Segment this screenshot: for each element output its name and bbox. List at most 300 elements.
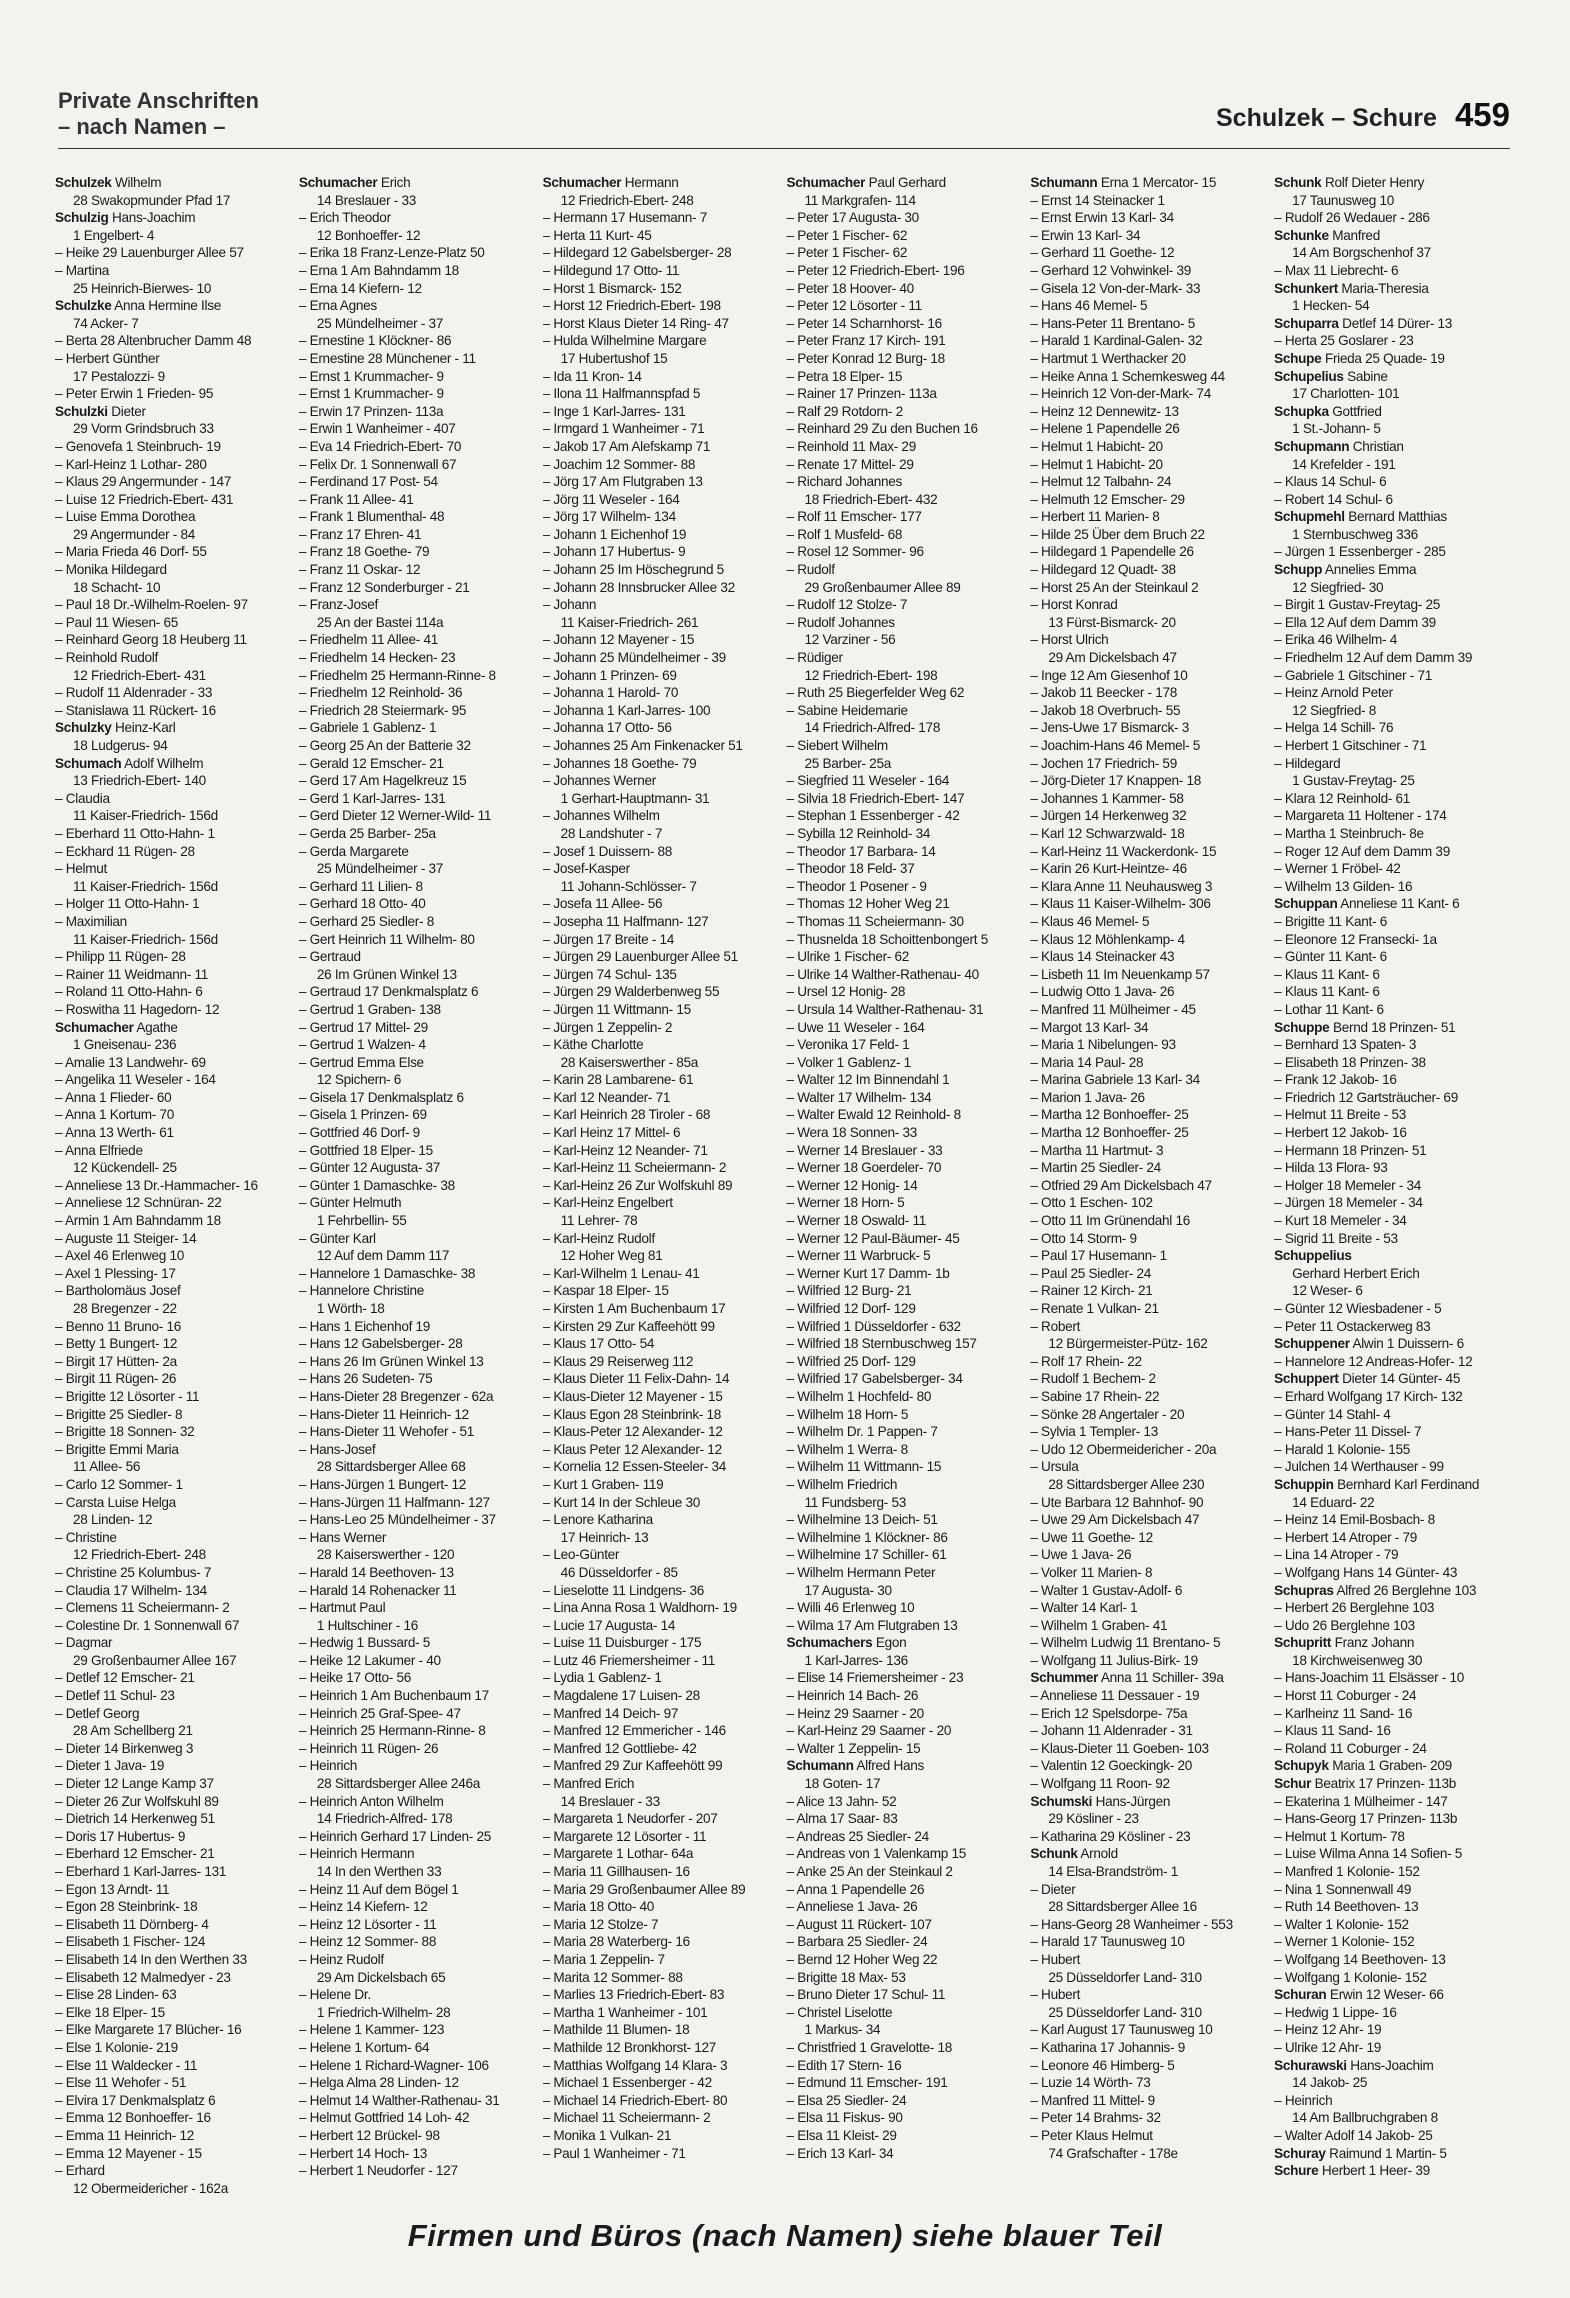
entry-text: – Walter 1 Zeppelin- 15 <box>786 1740 921 1756</box>
entry-text: – Frank 12 Jakob- 16 <box>1274 1072 1397 1088</box>
entry-text: 1 Gneisenau- 236 <box>73 1037 177 1053</box>
entry-text: – Lina 14 Atroper - 79 <box>1274 1547 1399 1563</box>
entry-text: – Wilhelm Dr. 1 Pappen- 7 <box>786 1424 938 1440</box>
directory-entry <box>55 1546 291 1564</box>
directory-entry <box>299 825 535 843</box>
entry-text: – Horst 25 An der Steinkaul 2 <box>1030 579 1199 595</box>
directory-entry <box>1030 2074 1266 2092</box>
entry-text: – Harald 14 Beethoven- 13 <box>298 1564 454 1580</box>
entry-text: – Anneliese 13 Dr.-Hammacher- 16 <box>55 1177 258 1193</box>
entry-text: – Hans-Peter 11 Brentano- 5 <box>1030 315 1196 331</box>
entry-text: – Günter 1 Damaschke- 38 <box>298 1177 455 1193</box>
directory-entry <box>299 1951 535 1969</box>
directory-entry <box>55 2057 291 2075</box>
directory-entry <box>1274 2039 1510 2057</box>
entry-text: – Wilfried 1 Düsseldorfer - 632 <box>786 1318 961 1334</box>
entry-text: – Wilfried 17 Gabelsberger- 34 <box>786 1371 963 1387</box>
entry-text: – Margareta 11 Holtener - 174 <box>1274 808 1447 824</box>
entry-text: – Gerda Margarete <box>298 843 409 859</box>
entry-text: – Petra 18 Elper- 15 <box>786 368 903 384</box>
entry-text: Adolf Wilhelm <box>124 755 204 771</box>
entry-text: – Johann 28 Innsbrucker Allee 32 <box>542 579 735 595</box>
directory-entry <box>543 1476 779 1494</box>
entry-text: 12 Siegfried- 30 <box>1292 579 1384 595</box>
entry-text: – Jochen 17 Friedrich- 59 <box>1030 755 1177 771</box>
directory-entry <box>299 1793 535 1811</box>
directory-entry <box>299 1353 535 1371</box>
entry-text: – Claudia <box>55 790 110 806</box>
entry-text: – Ilona 11 Halfmannspfad 5 <box>542 386 701 402</box>
entry-text: – Josef 1 Duissern- 88 <box>542 843 673 859</box>
directory-entry <box>1030 1793 1266 1811</box>
directory-entry <box>786 438 1022 456</box>
entry-text: – Heinz 12 Dennewitz- 13 <box>1030 403 1179 419</box>
directory-entry <box>1274 2162 1510 2180</box>
entry-text: – Erich 12 Spelsdorpe- 75a <box>1030 1705 1188 1721</box>
entry-text: 17 Heinrich- 13 <box>560 1529 649 1545</box>
entry-text: – Gottfried 18 Elper- 15 <box>298 1142 433 1158</box>
entry-text: – Günter Karl <box>298 1230 376 1246</box>
entry-text: Hans-Jürgen <box>1095 1793 1171 1809</box>
directory-entry <box>299 2162 535 2180</box>
directory-entry <box>786 983 1022 1001</box>
directory-entry <box>786 473 1022 491</box>
directory-entry <box>55 614 291 632</box>
entry-text: – Dagmar <box>55 1635 113 1651</box>
directory-entry <box>299 631 535 649</box>
entry-text: – Helmut 1 Habicht- 20 <box>1030 456 1163 472</box>
entry-text: – Klaus 14 Schul- 6 <box>1274 474 1387 490</box>
directory-entry <box>299 1687 535 1705</box>
directory-entry <box>55 1212 291 1230</box>
entry-text: – Marita 12 Sommer- 88 <box>542 1969 683 1985</box>
directory-entry <box>543 561 779 579</box>
entry-text: – Klara Anne 11 Neuhausweg 3 <box>1030 878 1213 894</box>
entry-text: 25 An der Bastei 114a <box>316 614 444 630</box>
entry-text: 28 Sittardsberger Allee 68 <box>316 1459 466 1475</box>
entry-text: – Dieter 26 Zur Wolfskuhl 89 <box>55 1793 219 1809</box>
entry-text: – Luise Wilma Anna 14 Sofien- 5 <box>1274 1846 1463 1862</box>
surname-heading: Schumann <box>1030 175 1098 190</box>
entry-text: 25 Heinrich-Bierwes- 10 <box>73 280 212 296</box>
entry-text: – Heinz Rudolf <box>298 1951 384 1967</box>
directory-entry <box>1274 1194 1510 1212</box>
directory-entry <box>299 209 535 227</box>
directory-entry <box>543 385 779 403</box>
entry-text: – Peter 1 Fischer- 62 <box>786 245 908 261</box>
entry-text: – Maria 11 Gillhausen- 16 <box>542 1864 690 1879</box>
entry-text: – Horst 11 Coburger - 24 <box>1274 1688 1417 1704</box>
entry-text: – Joachim-Hans 46 Memel- 5 <box>1030 738 1201 753</box>
directory-entry <box>1030 772 1266 790</box>
directory-entry <box>299 1529 535 1547</box>
entry-text: – Jakob 18 Overbruch- 55 <box>1030 702 1181 718</box>
entry-text: – Elisabeth 12 Malmedyer - 23 <box>55 1969 231 1985</box>
entry-text: – Margareta 1 Neudorfer - 207 <box>542 1811 718 1827</box>
directory-entry <box>1030 350 1266 368</box>
entry-text: – Anneliese 11 Dessauer - 19 <box>1030 1688 1200 1704</box>
directory-entry <box>299 315 535 333</box>
entry-text: – Michael 11 Scheiermann- 2 <box>542 2110 711 2126</box>
entry-text: 25 Mündelheimer - 37 <box>316 315 444 331</box>
section-title-line1: Private Anschriften <box>58 88 259 113</box>
directory-entry <box>543 1881 779 1899</box>
entry-text: – Reinhold 11 Max- 29 <box>786 438 916 454</box>
directory-entry <box>55 1089 291 1107</box>
entry-text: – Gisela 17 Denkmalsplatz 6 <box>298 1089 464 1105</box>
directory-entry <box>299 1494 535 1512</box>
entry-text: – Klaus 11 Sand- 16 <box>1274 1723 1391 1739</box>
directory-entry <box>55 667 291 685</box>
directory-entry <box>55 1370 291 1388</box>
directory-entry <box>1030 1705 1266 1723</box>
directory-entry <box>299 438 535 456</box>
entry-text: 17 Charlotten- 101 <box>1292 386 1400 402</box>
entry-text: – Werner 1 Kolonie- 152 <box>1274 1934 1415 1950</box>
entry-text: – Johann 12 Mayener - 15 <box>542 632 695 648</box>
entry-text: – Karl-Heinz 11 Wackerdonk- 15 <box>1030 843 1217 859</box>
directory-entry <box>786 1124 1022 1142</box>
entry-text: – Egon 28 Steinbrink- 18 <box>55 1899 198 1915</box>
directory-entry <box>786 1019 1022 1037</box>
directory-entry <box>1274 1705 1510 1723</box>
directory-entry <box>543 526 779 544</box>
entry-text: – Walter 17 Wilhelm- 134 <box>786 1089 932 1105</box>
directory-entry <box>1274 1124 1510 1142</box>
entry-text: – Martha 11 Hartmut- 3 <box>1030 1142 1164 1158</box>
entry-text: – Thusnelda 18 Schoittenbongert 5 <box>786 931 988 947</box>
entry-text: – Wilhelm 13 Gilden- 16 <box>1274 878 1413 894</box>
entry-text: – Friedrich 12 Gartsträucher- 69 <box>1274 1089 1458 1105</box>
directory-entry <box>1030 1740 1266 1758</box>
directory-entry <box>543 368 779 386</box>
entry-text: – Herbert 26 Berglehne 103 <box>1274 1600 1435 1616</box>
directory-entry <box>1274 2109 1510 2127</box>
directory-entry <box>299 1863 535 1881</box>
entry-text: – Dieter <box>1030 1881 1076 1897</box>
entry-text: – Wilhelm 11 Wittmann- 15 <box>786 1459 942 1475</box>
entry-text: – Josefa 11 Allee- 56 <box>542 896 663 912</box>
entry-text: – Richard Johannes <box>786 474 902 490</box>
directory-entry <box>299 878 535 896</box>
entry-text: – Uwe 11 Weseler - 164 <box>786 1019 925 1035</box>
directory-entry <box>786 1705 1022 1723</box>
directory-entry <box>1030 1494 1266 1512</box>
surname-heading: Schumacher <box>786 175 866 190</box>
entry-text: 14 Jakob- 25 <box>1292 2075 1368 2091</box>
directory-entry <box>299 667 535 685</box>
directory-entry <box>299 1775 535 1793</box>
directory-entry <box>299 684 535 702</box>
directory-entry <box>1030 807 1266 825</box>
entry-text: 12 Auf dem Damm 117 <box>316 1248 450 1264</box>
entry-text: 1 Friedrich-Wilhelm- 28 <box>316 2004 451 2020</box>
entry-text: – Heinz 29 Saarner - 20 <box>786 1705 924 1721</box>
entry-text: 46 Düsseldorfer - 85 <box>560 1564 678 1580</box>
entry-text: – Thomas 11 Scheiermann- 30 <box>786 913 964 929</box>
directory-entry <box>543 1564 779 1582</box>
directory-entry <box>786 1247 1022 1265</box>
directory-entry <box>1030 895 1266 913</box>
entry-text: – Gerd Dieter 12 Werner-Wild- 11 <box>298 808 492 824</box>
directory-entry <box>1030 1335 1266 1353</box>
directory-entry <box>299 1810 535 1828</box>
directory-entry <box>786 508 1022 526</box>
entry-text: – Silvia 18 Friedrich-Ebert- 147 <box>786 790 965 806</box>
directory-entry <box>543 1969 779 1987</box>
directory-entry <box>299 174 535 192</box>
entry-text: 14 Breslauer - 33 <box>560 1793 660 1809</box>
entry-text: – Gisela 1 Prinzen- 69 <box>298 1107 427 1123</box>
directory-entry <box>1274 614 1510 632</box>
entry-text: – Georg 25 An der Batterie 32 <box>298 738 471 753</box>
directory-entry <box>1274 1951 1510 1969</box>
entry-text: Paul Gerhard <box>868 175 946 190</box>
entry-text: – Dieter 1 Java- 19 <box>55 1758 165 1774</box>
entry-text: – Helmut 14 Walther-Rathenau- 31 <box>298 2092 500 2108</box>
directory-entry <box>299 983 535 1001</box>
directory-entry <box>55 262 291 280</box>
entry-text: – Helmut 1 Habicht- 20 <box>1030 438 1163 454</box>
entry-text: Sabine <box>1347 368 1388 384</box>
entry-text: – Wilhelm 18 Horn- 5 <box>786 1406 909 1422</box>
directory-entry <box>786 1476 1022 1494</box>
directory-entry <box>1274 244 1510 262</box>
directory-entry <box>1030 983 1266 1001</box>
directory-entry <box>1030 1177 1266 1195</box>
entry-text: – Valentin 12 Goeckingk- 20 <box>1030 1758 1192 1774</box>
entry-text: – Walter 14 Karl- 1 <box>1030 1600 1138 1616</box>
directory-entry <box>543 1388 779 1406</box>
directory-entry <box>1274 403 1510 421</box>
directory-entry <box>786 684 1022 702</box>
surname-heading: Schupmehl <box>1274 509 1345 525</box>
directory-entry <box>299 755 535 773</box>
directory-entry <box>299 772 535 790</box>
directory-entry <box>786 1388 1022 1406</box>
surname-heading: Schummer <box>1030 1670 1099 1686</box>
entry-text: – Erika 46 Wilhelm- 4 <box>1274 632 1398 648</box>
directory-entry <box>299 913 535 931</box>
entry-text: 14 Am Borgschenhof 37 <box>1292 245 1431 261</box>
directory-entry <box>543 420 779 438</box>
entry-text: – Heinrich Hermann <box>298 1846 415 1862</box>
directory-entry <box>55 1476 291 1494</box>
entry-text: – Otfried 29 Am Dickelsbach 47 <box>1030 1177 1212 1193</box>
directory-entry <box>55 315 291 333</box>
directory-entry <box>786 807 1022 825</box>
directory-entry <box>299 1388 535 1406</box>
directory-entry <box>1030 1757 1266 1775</box>
entry-text: – Anneliese 1 Java- 26 <box>786 1899 918 1915</box>
directory-entry <box>786 649 1022 667</box>
directory-entry <box>543 491 779 509</box>
surname-heading: Schulzky <box>55 720 112 736</box>
entry-text: – Walter 12 Im Binnendahl 1 <box>786 1072 950 1088</box>
entry-text: – Johannes 1 Kammer- 58 <box>1030 790 1184 806</box>
entry-text: 28 Kaiserswerther - 85a <box>560 1054 699 1070</box>
directory-entry <box>1274 1687 1510 1705</box>
directory-entry <box>1274 543 1510 561</box>
entry-text: – Heinrich 25 Hermann-Rinne- 8 <box>298 1723 486 1739</box>
directory-entry <box>299 280 535 298</box>
directory-entry <box>786 1652 1022 1670</box>
directory-entry <box>299 719 535 737</box>
entry-text: 1 Karl-Jarres- 136 <box>804 1652 908 1668</box>
directory-entry <box>1274 332 1510 350</box>
entry-text: – Hannelore Christine <box>298 1283 425 1299</box>
directory-entry <box>55 526 291 544</box>
entry-text: – Irmgard 1 Wanheimer - 71 <box>542 421 705 437</box>
directory-entry <box>55 843 291 861</box>
entry-text: – Eberhard 11 Otto-Hahn- 1 <box>55 825 215 841</box>
directory-entry <box>55 790 291 808</box>
entry-text: – Andreas 25 Siedler- 24 <box>786 1828 929 1844</box>
directory-entry <box>543 508 779 526</box>
directory-entry <box>55 1705 291 1723</box>
directory-entry <box>1030 227 1266 245</box>
directory-entry <box>786 631 1022 649</box>
entry-text: – Heike 29 Lauenburger Allee 57 <box>55 245 244 261</box>
entry-text: – Gerhard 11 Lilien- 8 <box>298 878 423 894</box>
directory-entry <box>786 2004 1022 2022</box>
directory-entry <box>1030 1529 1266 1547</box>
entry-text: – Hildegund 17 Otto- 11 <box>542 262 680 278</box>
entry-text: – Harald 1 Kolonie- 155 <box>1274 1441 1411 1457</box>
entry-text: – Roger 12 Auf dem Damm 39 <box>1274 843 1450 859</box>
section-title-line2: – nach Namen – <box>58 114 226 139</box>
entry-text: – Philipp 11 Rügen- 28 <box>55 949 186 965</box>
directory-entry <box>543 1494 779 1512</box>
directory-entry <box>786 1335 1022 1353</box>
entry-text: – Emma 12 Bonhoeffer- 16 <box>55 2110 211 2126</box>
directory-entry <box>786 1494 1022 1512</box>
directory-entry <box>299 1511 535 1529</box>
directory-entry <box>1030 1071 1266 1089</box>
entry-text: – Manfred 12 Gottliebe- 42 <box>542 1740 697 1756</box>
directory-entry <box>786 1933 1022 1951</box>
directory-entry <box>786 1423 1022 1441</box>
directory-entry <box>786 1441 1022 1459</box>
entry-text: – Gerhard 18 Otto- 40 <box>298 896 426 912</box>
entry-text: – Wilhelmine 17 Schiller- 61 <box>786 1547 947 1563</box>
directory-entry <box>299 1265 535 1283</box>
directory-entry <box>299 1282 535 1300</box>
directory-entry <box>1274 1863 1510 1881</box>
directory-entry <box>1274 526 1510 544</box>
directory-entry <box>1274 2127 1510 2145</box>
directory-entry <box>55 1282 291 1300</box>
directory-entry <box>1274 1335 1510 1353</box>
entry-text: 29 Am Dickelsbach 65 <box>316 1969 446 1985</box>
directory-entry <box>543 1282 779 1300</box>
entry-text: – Karl-Heinz 26 Zur Wolfskuhl 89 <box>542 1177 733 1193</box>
directory-entry <box>786 280 1022 298</box>
directory-entry <box>1030 1810 1266 1828</box>
directory-entry <box>299 2039 535 2057</box>
entry-text: – Jens-Uwe 17 Bismarck- 3 <box>1030 720 1190 736</box>
entry-text: – Johann 1 Eichenhof 19 <box>542 526 687 542</box>
entry-text: – Helmut 11 Breite - 53 <box>1274 1107 1407 1123</box>
entry-text: – Ulrike 1 Fischer- 62 <box>786 949 910 965</box>
directory-entry <box>786 1898 1022 1916</box>
directory-entry <box>1274 2145 1510 2163</box>
directory-entry <box>1274 1054 1510 1072</box>
entry-text: – Friedhelm 11 Allee- 41 <box>298 632 438 648</box>
entry-text: – Herta 11 Kurt- 45 <box>542 227 652 243</box>
directory-entry <box>299 1001 535 1019</box>
entry-text: – Johannes Werner <box>542 773 656 789</box>
entry-text: – Hubert <box>1030 1987 1081 2003</box>
directory-entry <box>1274 1828 1510 1846</box>
directory-entry <box>543 1617 779 1635</box>
directory-entry <box>543 1546 779 1564</box>
entry-text: – Hans 26 Sudeten- 75 <box>298 1371 433 1387</box>
entry-text: – Peter 1 Fischer- 62 <box>786 227 908 243</box>
entry-text: – Katharina 29 Kösliner - 23 <box>1030 1828 1191 1844</box>
entry-text: – Harald 14 Rohenacker 11 <box>298 1582 457 1598</box>
entry-text: 12 Obermeidericher - 162a <box>73 2180 228 2196</box>
entry-text: – Thomas 12 Hoher Weg 21 <box>786 896 950 912</box>
directory-entry <box>543 1335 779 1353</box>
directory-entry <box>1274 1353 1510 1371</box>
entry-text: 28 Sittardsberger Allee 16 <box>1048 1899 1197 1915</box>
entry-text: – Hannelore 12 Andreas-Hofer- 12 <box>1274 1353 1473 1369</box>
entry-text: – Hildegard <box>1274 755 1341 771</box>
entry-text: – Heinz 12 Lösorter - 11 <box>298 1916 437 1932</box>
directory-entry <box>55 244 291 262</box>
directory-entry <box>299 297 535 315</box>
surname-heading: Schurawski <box>1274 2057 1347 2073</box>
directory-entry <box>1030 1476 1266 1494</box>
directory-entry <box>55 860 291 878</box>
directory-entry <box>786 1318 1022 1336</box>
entry-text: 25 Mündelheimer - 37 <box>316 861 444 877</box>
entry-text: – Axel 1 Plessing- 17 <box>55 1265 176 1281</box>
entry-text: – Klaus-Peter 12 Alexander- 12 <box>542 1424 723 1440</box>
entry-text: – Klaus-Dieter 12 Mayener - 15 <box>542 1388 723 1404</box>
directory-entry <box>1274 1212 1510 1230</box>
directory-entry <box>786 1036 1022 1054</box>
entry-text: – Helmut 1 Kortum- 78 <box>1274 1828 1405 1844</box>
directory-entry <box>543 1001 779 1019</box>
directory-entry <box>1030 438 1266 456</box>
entry-text: – Ferdinand 17 Post- 54 <box>298 474 438 490</box>
entry-text: – Lothar 11 Kant- 6 <box>1274 1001 1384 1017</box>
directory-entry <box>543 1071 779 1089</box>
entry-text: – Martina <box>55 262 109 278</box>
directory-entry <box>55 1828 291 1846</box>
entry-text: – Kirsten 29 Zur Kaffeehött 99 <box>542 1318 715 1334</box>
entry-text: – Frank 1 Blumenthal- 48 <box>298 509 445 525</box>
entry-text: – Wolfgang 1 Kolonie- 152 <box>1274 1969 1427 1985</box>
directory-entry <box>786 174 1022 192</box>
directory-entry <box>299 2057 535 2075</box>
entry-text: – Karl-Wilhelm 1 Lenau- 41 <box>542 1265 700 1281</box>
directory-entry <box>1030 649 1266 667</box>
entry-text: 11 Kaiser-Friedrich- 156d <box>73 878 218 894</box>
entry-text: – Rosel 12 Sommer- 96 <box>786 544 924 560</box>
directory-entry <box>543 1230 779 1248</box>
entry-text: – Detlef Georg <box>55 1705 140 1721</box>
entry-text: – Erich Theodor <box>298 210 391 226</box>
entry-text: 28 Landshuter - 7 <box>560 825 663 841</box>
directory-entry <box>543 227 779 245</box>
directory-entry <box>1030 913 1266 931</box>
entry-text: Hans-Joachim <box>1350 2057 1434 2073</box>
directory-entry <box>1030 931 1266 949</box>
directory-entry <box>299 1370 535 1388</box>
